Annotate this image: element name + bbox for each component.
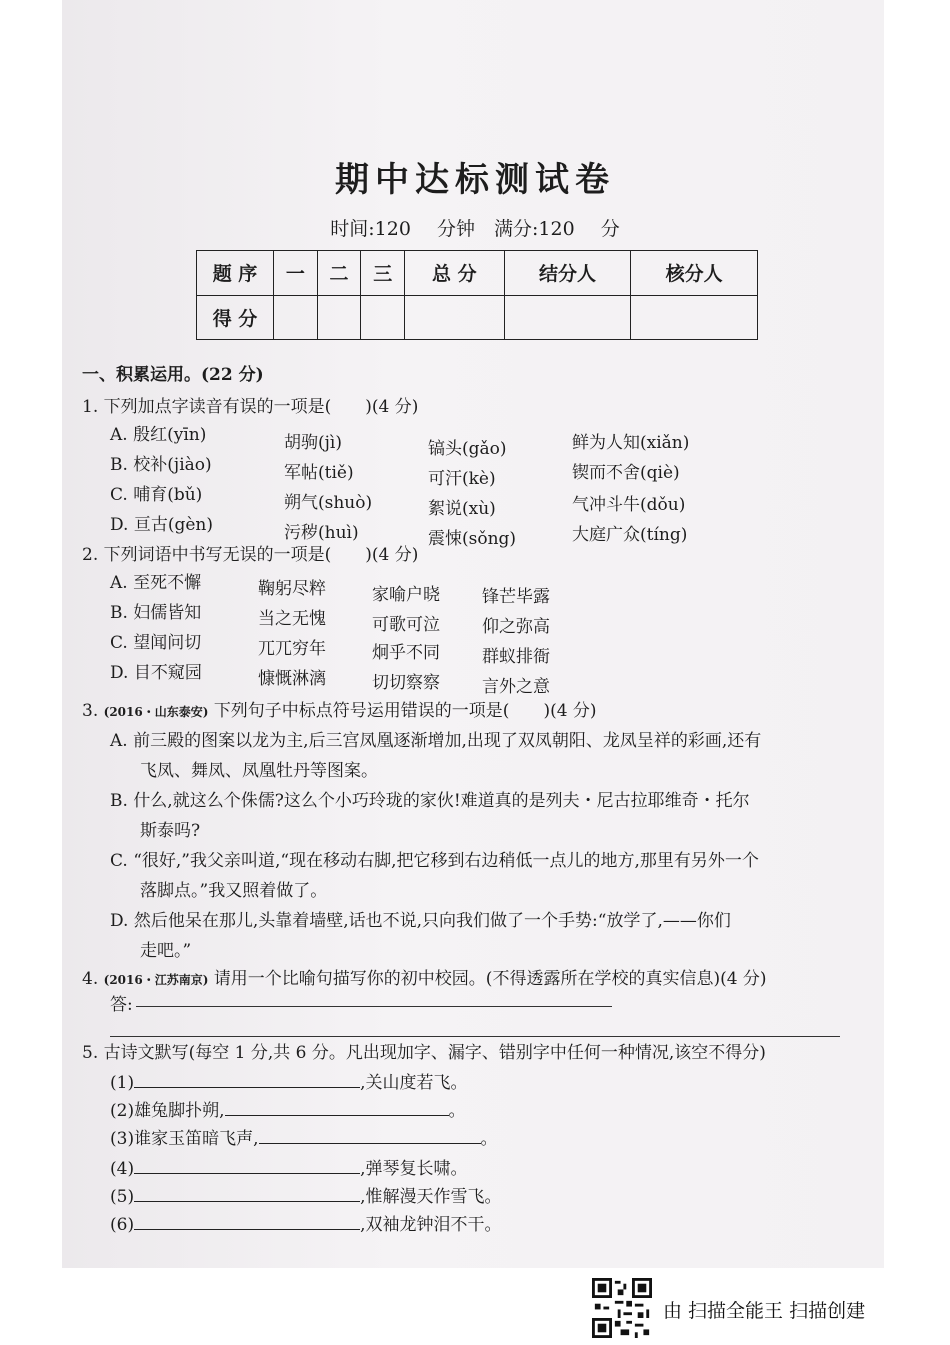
q2-option-a: A. 至死不懈: [110, 573, 202, 593]
q2-option-a-word: 锋芒毕露: [482, 587, 550, 607]
qr-code-icon: [592, 1278, 652, 1338]
q2-option-b-word: 可歌可泣: [372, 615, 440, 635]
score-cell[interactable]: [504, 295, 631, 340]
score-cell[interactable]: [317, 295, 361, 340]
item-text: ,关山度若飞。: [360, 1073, 468, 1093]
item-text: ,惟解漫天作雪飞。: [360, 1187, 502, 1207]
score-table-score-row: [197, 295, 758, 340]
q1-option-c: C. 哺育(bǔ): [110, 485, 203, 505]
score-cell[interactable]: [405, 295, 505, 340]
q1-option-c-word: 气冲斗牛(dǒu): [572, 495, 686, 515]
item-text: 雄兔脚扑朔,: [134, 1101, 225, 1121]
item-end: 。: [448, 1101, 466, 1121]
q2-option-c: C. 望闻问切: [110, 633, 202, 653]
q2-option-a-word: 鞠躬尽粹: [258, 579, 326, 599]
score-table: [196, 250, 758, 340]
item-number: (1): [110, 1073, 135, 1093]
q3-option-b-cont: 斯泰吗?: [140, 821, 201, 841]
q1-option-a-word: 胡驹(jì): [284, 433, 342, 453]
q1-option-b-word: 军帖(tiě): [284, 463, 354, 483]
item-end: 。: [480, 1129, 498, 1149]
q2-option-d-word: 言外之意: [482, 677, 550, 697]
exam-info: 时间:120 分钟 满分:120 分: [330, 218, 620, 240]
scanner-watermark: 由 扫描全能王 扫描创建: [663, 1300, 866, 1322]
item-text: ,双袖龙钟泪不干。: [360, 1215, 502, 1235]
q1-option-a-word: 鲜为人知(xiǎn): [572, 433, 690, 453]
q1-option-b-word: 可汗(kè): [428, 469, 496, 489]
q1-option-a-word: 镐头(gǎo): [428, 439, 507, 459]
q2-option-a-word: 家喻户晓: [372, 585, 440, 605]
fill-blank[interactable]: [134, 1215, 360, 1230]
item-number: (3): [110, 1129, 135, 1149]
q1-option-c-word: 朔气(shuò): [284, 493, 373, 513]
question-text: 请用一个比喻句描写你的初中校园。(不得透露所在学校的真实信息)(4 分): [213, 969, 767, 989]
header-cell: 二: [317, 251, 361, 296]
fill-blank[interactable]: [134, 1073, 360, 1088]
item-number: (4): [110, 1159, 135, 1179]
score-table-header-row: [197, 251, 758, 296]
answer-label: 答:: [110, 995, 133, 1015]
score-cell[interactable]: [361, 295, 405, 340]
q3-option-c: C. “很好,”我父亲叫道,“现在移动右脚,把它移到右边稍低一点儿的地方,那里有另外一个: [110, 851, 759, 871]
page-title: 期中达标测试卷: [335, 160, 615, 200]
item-text: 谁家玉笛暗飞声,: [134, 1129, 259, 1149]
header-cell: 总 分: [405, 251, 505, 296]
item-text: ,弹琴复长啸。: [360, 1159, 468, 1179]
q5-item-3: [110, 1124, 498, 1149]
q5-item-5: [110, 1182, 502, 1207]
answer-line[interactable]: [136, 1006, 612, 1007]
q2-option-d: D. 目不窥园: [110, 663, 202, 683]
q3-option-d: D. 然后他呆在那儿,头靠着墙壁,话也不说,只向我们做了一个手势:“放学了,——你们: [110, 911, 731, 931]
q2-option-b: B. 妇儒皆知: [110, 603, 202, 623]
question-number: 4.: [82, 969, 99, 989]
item-number: (6): [110, 1215, 135, 1235]
header-cell: 结分人: [504, 251, 631, 296]
q5-item-4: [110, 1154, 468, 1179]
fill-blank[interactable]: [259, 1129, 481, 1144]
q1-option-b: B. 校补(jiào): [110, 455, 212, 475]
fill-blank[interactable]: [225, 1101, 449, 1116]
q3-option-a-cont: 飞凤、舞凤、凤凰牡丹等图案。: [140, 761, 378, 781]
question-source: (2016・山东泰安): [103, 705, 209, 719]
fill-blank[interactable]: [134, 1187, 360, 1202]
q2-option-c-word: 炯乎不同: [372, 643, 440, 663]
row-label: 得 分: [197, 295, 274, 340]
question-text: 下列句子中标点符号运用错误的一项是( )(4 分): [213, 701, 597, 721]
header-cell: 三: [361, 251, 405, 296]
q1-option-d-word: 震悚(sǒng): [428, 529, 517, 549]
question-source: (2016・江苏南京): [103, 973, 209, 987]
q2-option-c-word: 兀兀穷年: [258, 639, 326, 659]
question-4-stem: [82, 964, 767, 989]
answer-line[interactable]: [110, 1036, 840, 1037]
fill-blank[interactable]: [134, 1159, 360, 1174]
question-2-stem: 2. 下列词语中书写无误的一项是( )(4 分): [82, 545, 419, 565]
q3-option-a: A. 前三殿的图案以龙为主,后三宫凤凰逐渐增加,出现了双凤朝阳、龙凤呈祥的彩画,还有: [110, 731, 762, 751]
section-heading: 一、积累运用。(22 分): [82, 365, 264, 385]
score-cell[interactable]: [631, 295, 758, 340]
q3-option-d-cont: 走吧。”: [140, 941, 192, 961]
q2-option-d-word: 切切察察: [372, 673, 440, 693]
question-3-stem: [82, 696, 597, 721]
q1-option-a: A. 殷红(yīn): [110, 425, 207, 445]
question-number: 3.: [82, 701, 99, 721]
q1-option-d: D. 亘古(gèn): [110, 515, 213, 535]
q5-item-1: [110, 1068, 468, 1093]
item-number: (2): [110, 1101, 135, 1121]
q3-option-b: B. 什么,就这么个侏儒?这么个小巧玲珑的家伙!难道真的是列夫・尼古拉耶维奇・托尔: [110, 791, 750, 811]
q2-option-c-word: 群蚁排衙: [482, 647, 550, 667]
q2-option-b-word: 当之无愧: [258, 609, 326, 629]
q1-option-c-word: 絮说(xù): [428, 499, 496, 519]
q1-option-d-word: 污秽(huì): [284, 523, 359, 543]
q2-option-b-word: 仰之弥高: [482, 617, 550, 637]
q1-option-d-word: 大庭广众(tíng): [572, 525, 688, 545]
score-cell[interactable]: [274, 295, 318, 340]
question-1-stem: 1. 下列加点字读音有误的一项是( )(4 分): [82, 397, 419, 417]
q5-item-2: [110, 1096, 466, 1121]
header-cell: 一: [274, 251, 318, 296]
header-cell: 核分人: [631, 251, 758, 296]
header-cell: 题 序: [197, 251, 274, 296]
item-number: (5): [110, 1187, 135, 1207]
q5-item-6: [110, 1210, 502, 1235]
q3-option-c-cont: 落脚点。”我又照着做了。: [140, 881, 328, 901]
q2-option-d-word: 慷慨淋漓: [258, 669, 326, 689]
question-5-stem: 5. 古诗文默写(每空 1 分,共 6 分。凡出现加字、漏字、错别字中任何一种情况,该空不得分): [82, 1043, 766, 1063]
q1-option-b-word: 锲而不舍(qiè): [572, 463, 680, 483]
